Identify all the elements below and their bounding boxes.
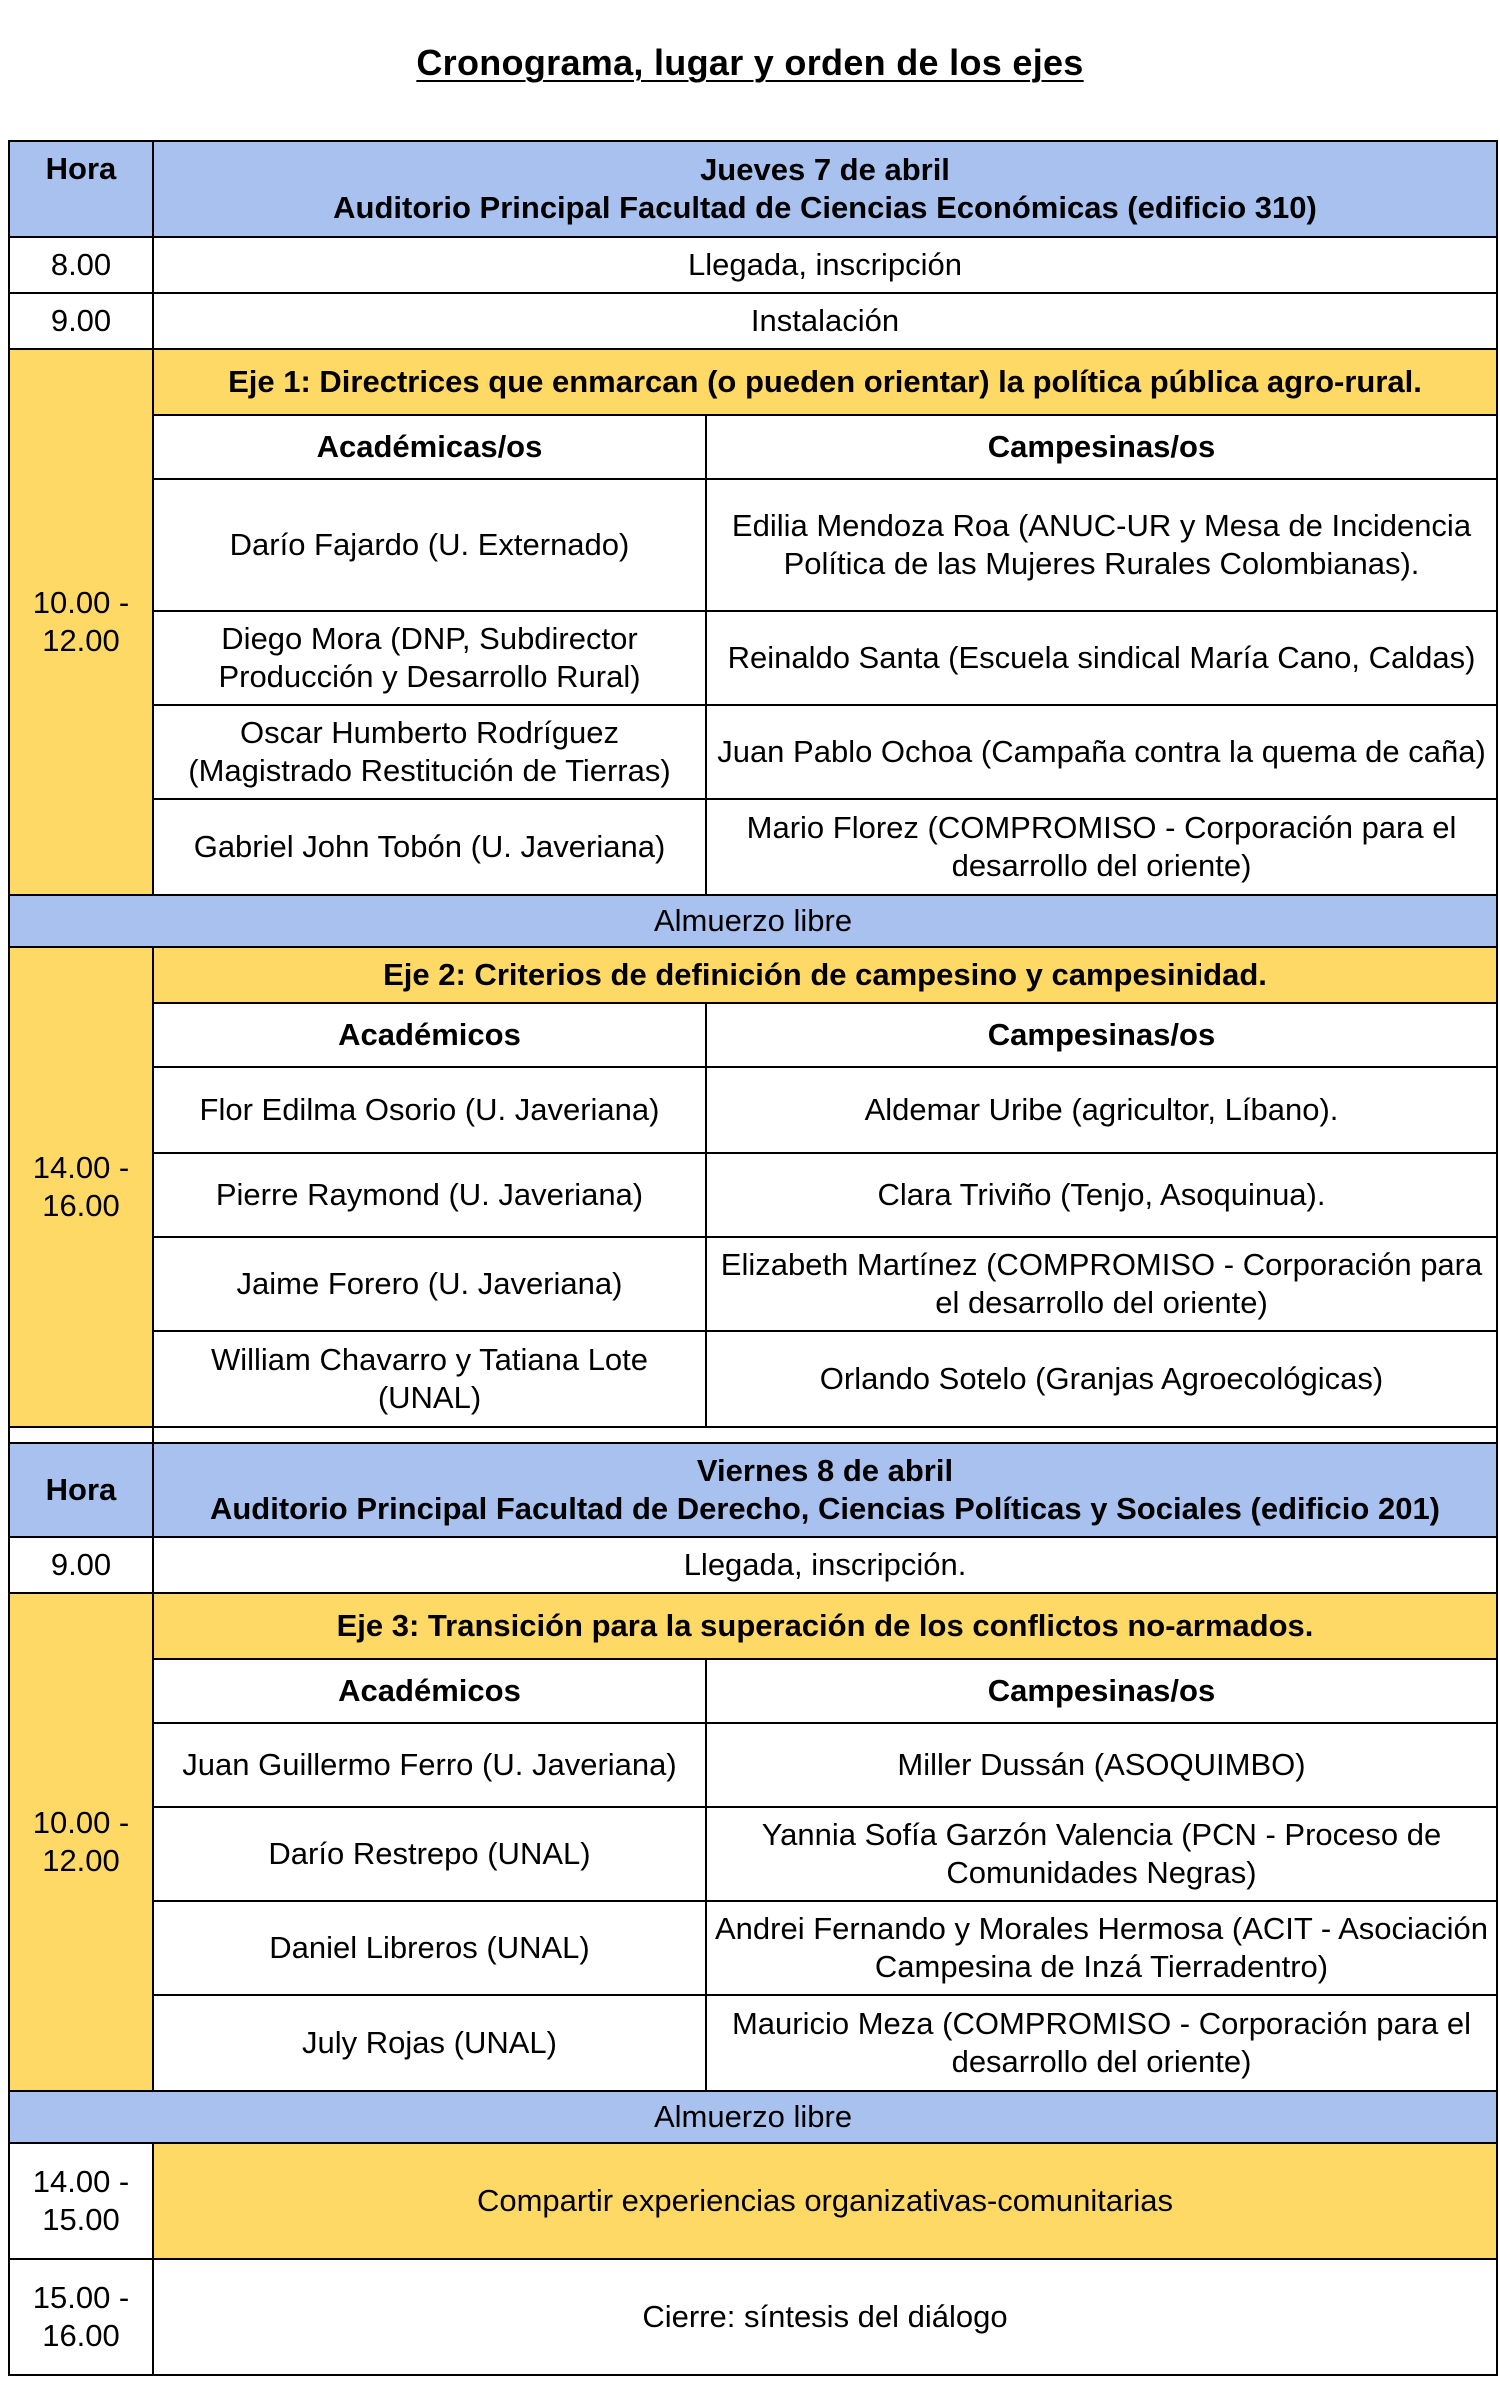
col-academic-header: Académicos bbox=[153, 1003, 706, 1067]
eje2-title-row bbox=[9, 947, 1497, 1003]
eje1-title-row bbox=[9, 349, 1497, 415]
academic-cell: Pierre Raymond (U. Javeriana) bbox=[153, 1153, 706, 1237]
academic-cell: Darío Restrepo (UNAL) bbox=[153, 1807, 706, 1901]
col-peasant-header: Campesinas/os bbox=[706, 415, 1497, 479]
academic-cell: Juan Guillermo Ferro (U. Javeriana) bbox=[153, 1723, 706, 1807]
day1-header-row bbox=[9, 141, 1497, 237]
page-title: Cronograma, lugar y orden de los ejes bbox=[416, 42, 1084, 83]
peasant-cell: Miller Dussán (ASOQUIMBO) bbox=[706, 1723, 1497, 1807]
eje1-columns-row bbox=[9, 415, 1497, 479]
time-cell: 8.00 bbox=[9, 237, 153, 293]
day1-venue: Auditorio Principal Facultad de Ciencias Económicas (edificio 310) bbox=[333, 190, 1317, 225]
table-row bbox=[9, 1807, 1497, 1901]
table-row bbox=[9, 1237, 1497, 1331]
peasant-cell: Aldemar Uribe (agricultor, Líbano). bbox=[706, 1067, 1497, 1153]
day1-date: Jueves 7 de abril bbox=[700, 152, 950, 187]
table-row bbox=[9, 1723, 1497, 1807]
peasant-cell: Reinaldo Santa (Escuela sindical María Cano, Caldas) bbox=[706, 611, 1497, 705]
academic-cell: Flor Edilma Osorio (U. Javeriana) bbox=[153, 1067, 706, 1153]
peasant-cell: Elizabeth Martínez (COMPROMISO - Corporación para el desarrollo del oriente) bbox=[706, 1237, 1497, 1331]
hora-header: Hora bbox=[9, 1443, 153, 1537]
academic-cell: Diego Mora (DNP, Subdirector Producción y Desarrollo Rural) bbox=[153, 611, 706, 705]
lunch-label: Almuerzo libre bbox=[9, 895, 1497, 947]
lunch-row bbox=[9, 895, 1497, 947]
academic-cell: Daniel Libreros (UNAL) bbox=[153, 1901, 706, 1995]
time-cell: 15.00 - 16.00 bbox=[9, 2259, 153, 2375]
schedule-table bbox=[8, 140, 1498, 2376]
eje3-title-row bbox=[9, 1593, 1497, 1659]
peasant-cell: Orlando Sotelo (Granjas Agroecológicas) bbox=[706, 1331, 1497, 1427]
peasant-cell: Clara Triviño (Tenjo, Asoquinua). bbox=[706, 1153, 1497, 1237]
eje2-title: Eje 2: Criterios de definición de campesino y campesinidad. bbox=[153, 947, 1497, 1003]
activity-cell: Cierre: síntesis del diálogo bbox=[153, 2259, 1497, 2375]
lunch-label: Almuerzo libre bbox=[9, 2091, 1497, 2143]
eje1-title: Eje 1: Directrices que enmarcan (o pueden orientar) la política pública agro-rural. bbox=[153, 349, 1497, 415]
peasant-cell: Edilia Mendoza Roa (ANUC-UR y Mesa de Incidencia Política de las Mujeres Rurales Colombianas). bbox=[706, 479, 1497, 611]
table-row bbox=[9, 2143, 1497, 2259]
academic-cell: Jaime Forero (U. Javeriana) bbox=[153, 1237, 706, 1331]
day2-header-row bbox=[9, 1443, 1497, 1537]
eje2-time-cell: 14.00 - 16.00 bbox=[9, 947, 153, 1427]
table-row bbox=[9, 1537, 1497, 1593]
table-row bbox=[9, 799, 1497, 895]
table-row bbox=[9, 611, 1497, 705]
eje3-time-cell: 10.00 - 12.00 bbox=[9, 1593, 153, 2091]
day1-heading bbox=[153, 141, 1497, 237]
eje2-columns-row bbox=[9, 1003, 1497, 1067]
activity-cell: Llegada, inscripción. bbox=[153, 1537, 1497, 1593]
hora-header: Hora bbox=[9, 141, 153, 237]
day2-heading bbox=[153, 1443, 1497, 1537]
eje3-title: Eje 3: Transición para la superación de los conflictos no-armados. bbox=[153, 1593, 1497, 1659]
day2-venue: Auditorio Principal Facultad de Derecho, Ciencias Políticas y Sociales (edificio 201) bbox=[209, 1491, 1441, 1526]
col-peasant-header: Campesinas/os bbox=[706, 1003, 1497, 1067]
peasant-cell: Yannia Sofía Garzón Valencia (PCN - Proceso de Comunidades Negras) bbox=[706, 1807, 1497, 1901]
time-cell: 9.00 bbox=[9, 293, 153, 349]
time-cell: 9.00 bbox=[9, 1537, 153, 1593]
peasant-cell: Mauricio Meza (COMPROMISO - Corporación para el desarrollo del oriente) bbox=[706, 1995, 1497, 2091]
peasant-cell: Andrei Fernando y Morales Hermosa (ACIT - Asociación Campesina de Inzá Tierradentro) bbox=[706, 1901, 1497, 1995]
activity-cell: Llegada, inscripción bbox=[153, 237, 1497, 293]
col-peasant-header: Campesinas/os bbox=[706, 1659, 1497, 1723]
academic-cell: Gabriel John Tobón (U. Javeriana) bbox=[153, 799, 706, 895]
academic-cell: Darío Fajardo (U. Externado) bbox=[153, 479, 706, 611]
eje3-columns-row bbox=[9, 1659, 1497, 1723]
table-row bbox=[9, 1331, 1497, 1427]
table-row bbox=[9, 1153, 1497, 1237]
table-row bbox=[9, 1067, 1497, 1153]
table-row bbox=[9, 293, 1497, 349]
table-row bbox=[9, 479, 1497, 611]
col-academic-header: Académicas/os bbox=[153, 415, 706, 479]
day2-date: Viernes 8 de abril bbox=[696, 1453, 954, 1488]
academic-cell: July Rojas (UNAL) bbox=[153, 1995, 706, 2091]
col-academic-header: Académicos bbox=[153, 1659, 706, 1723]
peasant-cell: Juan Pablo Ochoa (Campaña contra la quema de caña) bbox=[706, 705, 1497, 799]
academic-cell: William Chavarro y Tatiana Lote (UNAL) bbox=[153, 1331, 706, 1427]
activity-cell: Compartir experiencias organizativas-comunitarias bbox=[153, 2143, 1497, 2259]
table-row bbox=[9, 705, 1497, 799]
time-cell: 14.00 - 15.00 bbox=[9, 2143, 153, 2259]
table-row bbox=[9, 237, 1497, 293]
activity-cell: Instalación bbox=[153, 293, 1497, 349]
table-row bbox=[9, 1995, 1497, 2091]
peasant-cell: Mario Florez (COMPROMISO - Corporación para el desarrollo del oriente) bbox=[706, 799, 1497, 895]
lunch-row bbox=[9, 2091, 1497, 2143]
table-row bbox=[9, 1901, 1497, 1995]
spacer-row bbox=[9, 1427, 1497, 1443]
academic-cell: Oscar Humberto Rodríguez (Magistrado Restitución de Tierras) bbox=[153, 705, 706, 799]
eje1-time-cell: 10.00 - 12.00 bbox=[9, 349, 153, 895]
table-row bbox=[9, 2259, 1497, 2375]
